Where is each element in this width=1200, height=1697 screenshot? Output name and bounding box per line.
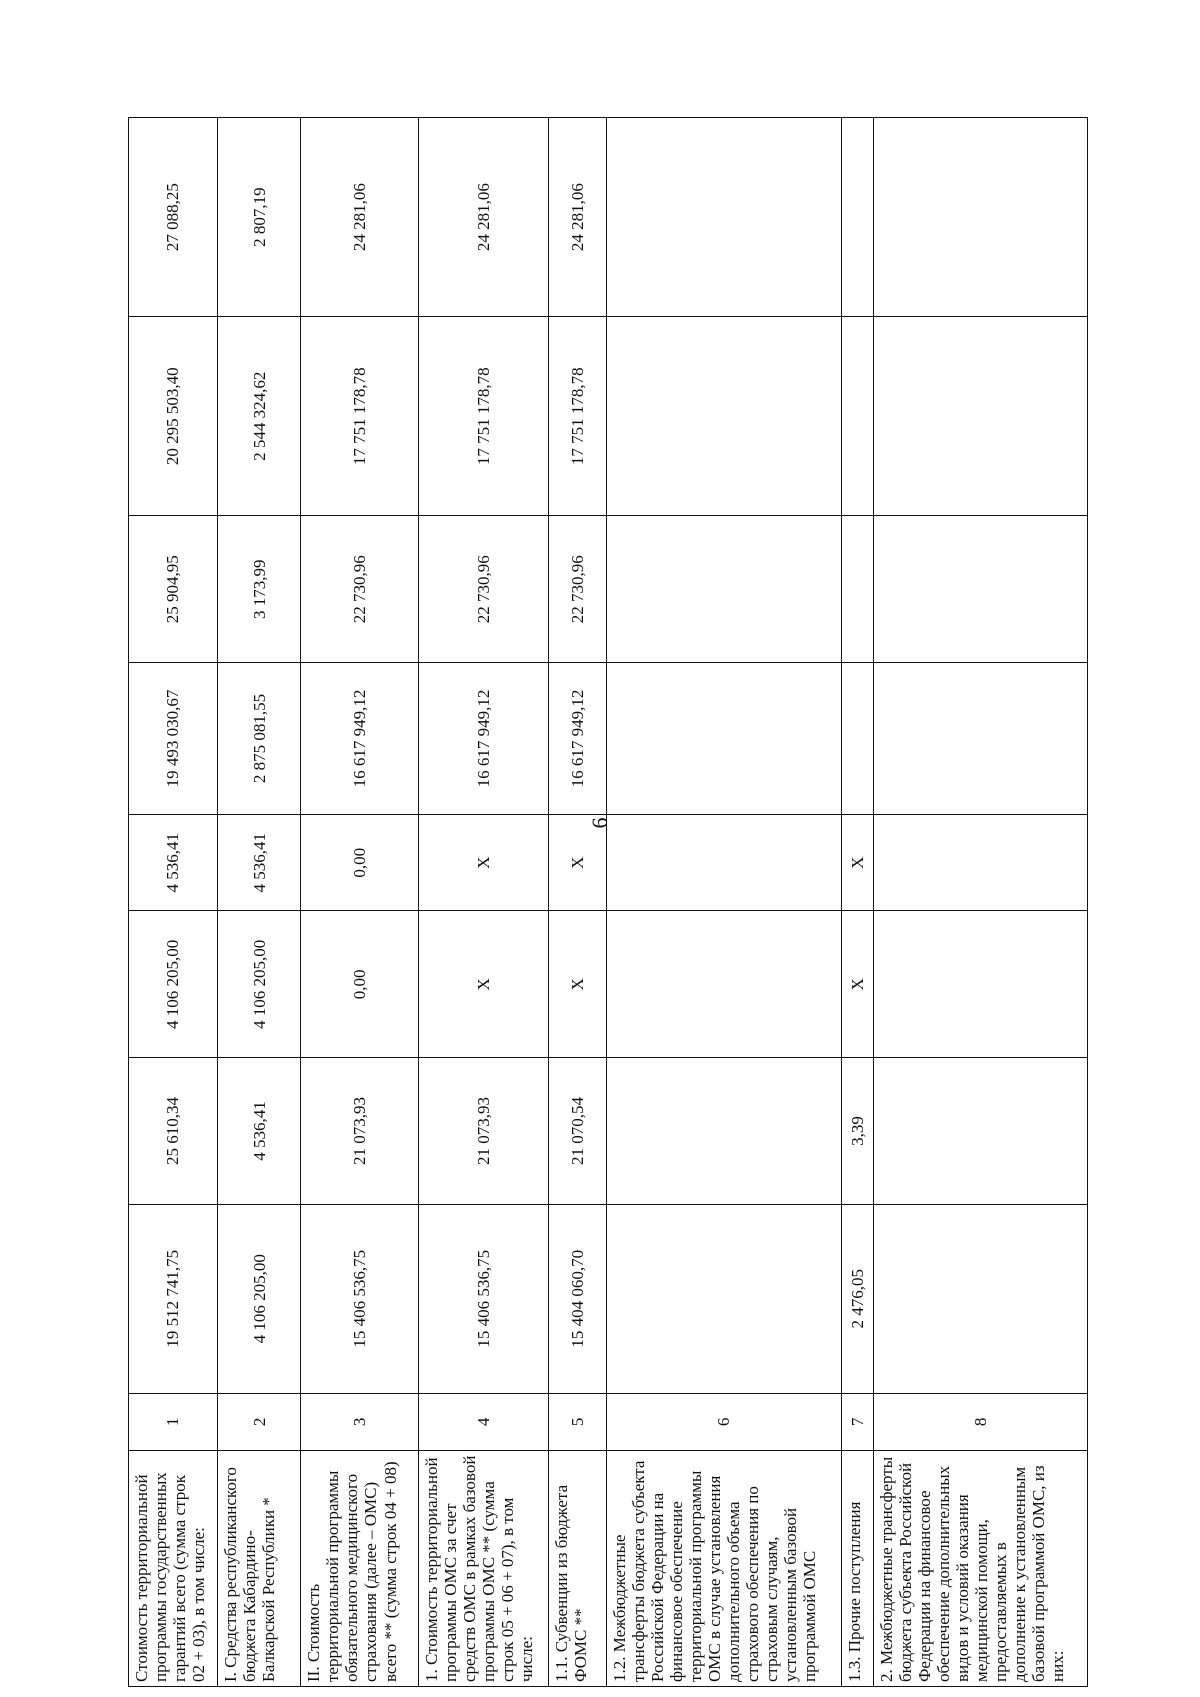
row-number: 3 (301, 1393, 419, 1451)
table-row (873, 118, 1087, 1687)
row-label: I. Средства республиканского бюджета Кабардино-Балкарской Республики * (217, 1451, 300, 1687)
cell-value: 0,00 (301, 911, 419, 1058)
cell-value: 15 404 060,70 (548, 1204, 606, 1393)
cell-value: 2 807,19 (217, 118, 300, 317)
cell-value: 24 281,06 (419, 118, 549, 317)
table-row (841, 118, 873, 1687)
cell-value: 19 512 741,75 (129, 1204, 218, 1393)
row-number: 6 (606, 1393, 841, 1451)
cell-value: 24 281,06 (548, 118, 606, 317)
cell-value (606, 118, 841, 317)
cell-value: 4 106 205,00 (129, 911, 218, 1058)
cell-value (841, 317, 873, 516)
cell-value: 4 536,41 (217, 815, 300, 911)
cell-value (873, 118, 1087, 317)
row-label: 2. Межбюджетные трансферты бюджета субъекта Российской Федерации на финансовое обеспечение дополнительных видов и условий оказания медицинской помощи, предоставляемых в дополнение к установленным базовой программой ОМС, из них: (873, 1451, 1087, 1687)
row-label: II. Стоимость территориальной программы обязательного медицинского страхования (далее – ОМС) всего ** (сумма строк 04 + 08) (301, 1451, 419, 1687)
cell-value: 15 406 536,75 (419, 1204, 549, 1393)
cell-value: 22 730,96 (548, 516, 606, 663)
row-label: Стоимость территориальной программы государственных гарантий всего (сумма строк 02 + 03), в том числе: (129, 1451, 218, 1687)
cell-value: 22 730,96 (419, 516, 549, 663)
cell-value (841, 663, 873, 815)
cell-value: 16 617 949,12 (548, 663, 606, 815)
cell-value (873, 911, 1087, 1058)
cell-value: 17 751 178,78 (419, 317, 549, 516)
row-number: 7 (841, 1393, 873, 1451)
financing-table-wrapper (128, 117, 1088, 1687)
row-number: 4 (419, 1393, 549, 1451)
cell-value: 20 295 503,40 (129, 317, 218, 516)
cell-value: 17 751 178,78 (301, 317, 419, 516)
cell-value (606, 317, 841, 516)
cell-value: 19 493 030,67 (129, 663, 218, 815)
row-label: 1.1. Субвенции из бюджета ФОМС ** (548, 1451, 606, 1687)
cell-value: 16 617 949,12 (419, 663, 549, 815)
cell-value: X (841, 815, 873, 911)
cell-value (873, 317, 1087, 516)
cell-value (873, 1058, 1087, 1205)
cell-value (606, 1204, 841, 1393)
page-number: 6 (587, 817, 612, 829)
cell-value: X (419, 911, 549, 1058)
cell-value: 4 106 205,00 (217, 1204, 300, 1393)
cell-value: 17 751 178,78 (548, 317, 606, 516)
table-row (606, 118, 841, 1687)
cell-value: 22 730,96 (301, 516, 419, 663)
cell-value: 15 406 536,75 (301, 1204, 419, 1393)
cell-value: 25 610,34 (129, 1058, 218, 1205)
row-number: 5 (548, 1393, 606, 1451)
cell-value: 2 476,05 (841, 1204, 873, 1393)
cell-value (606, 663, 841, 815)
cell-value (873, 1204, 1087, 1393)
cell-value: 21 070,54 (548, 1058, 606, 1205)
cell-value: X (419, 815, 549, 911)
cell-value (873, 516, 1087, 663)
cell-value (841, 118, 873, 317)
cell-value: 0,00 (301, 815, 419, 911)
row-label: 1.2. Межбюджетные трансферты бюджета субъекта Российской Федерации на финансовое обеспечение территориальной программы ОМС в случае установления дополнительного объема страхового обеспечения по страховым случаям, установленным базовой программой ОМС (606, 1451, 841, 1687)
cell-value: 2 544 324,62 (217, 317, 300, 516)
cell-value: 4 536,41 (217, 1058, 300, 1205)
cell-value: 24 281,06 (301, 118, 419, 317)
table-row (129, 118, 218, 1687)
table-row (217, 118, 300, 1687)
cell-value (606, 1058, 841, 1205)
cell-value: 4 106 205,00 (217, 911, 300, 1058)
cell-value (606, 516, 841, 663)
cell-value: 3 173,99 (217, 516, 300, 663)
row-label: 1. Стоимость территориальной программы ОМС за счет средств ОМС в рамках базовой программы ОМС ** (сумма строк 05 + 06 + 07), в том числе: (419, 1451, 549, 1687)
cell-value: 3,39 (841, 1058, 873, 1205)
table-row (301, 118, 419, 1687)
row-number: 1 (129, 1393, 218, 1451)
cell-value: 16 617 949,12 (301, 663, 419, 815)
cell-value (873, 815, 1087, 911)
cell-value: X (548, 815, 606, 911)
cell-value (841, 516, 873, 663)
cell-value: 2 875 081,55 (217, 663, 300, 815)
cell-value (873, 663, 1087, 815)
cell-value: 21 073,93 (419, 1058, 549, 1205)
row-number: 8 (873, 1393, 1087, 1451)
financing-table (128, 117, 1088, 1687)
cell-value: 21 073,93 (301, 1058, 419, 1205)
cell-value: 27 088,25 (129, 118, 218, 317)
cell-value: 25 904,95 (129, 516, 218, 663)
cell-value (606, 911, 841, 1058)
cell-value (606, 815, 841, 911)
row-number: 2 (217, 1393, 300, 1451)
cell-value: 4 536,41 (129, 815, 218, 911)
cell-value: X (548, 911, 606, 1058)
table-row (419, 118, 549, 1687)
table-row (548, 118, 606, 1687)
cell-value: X (841, 911, 873, 1058)
row-label: 1.3. Прочие поступления (841, 1451, 873, 1687)
